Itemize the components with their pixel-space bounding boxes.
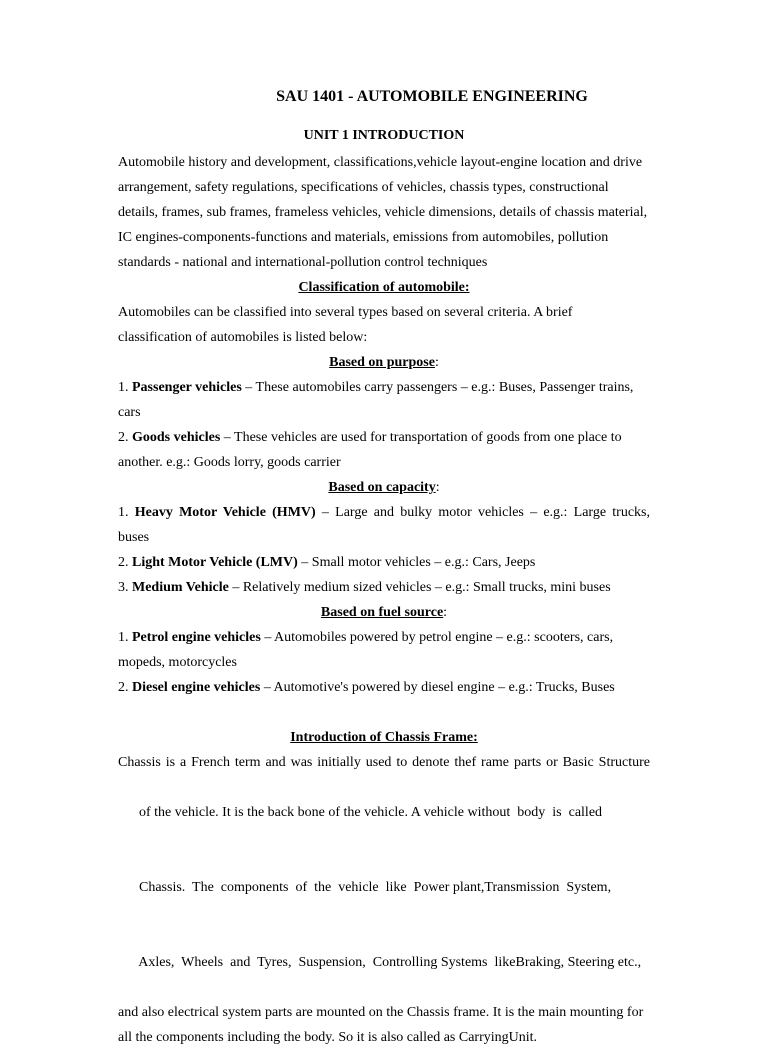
- item-number: 2.: [118, 430, 132, 445]
- chassis-heading-text: Introduction of Chassis Frame:: [290, 730, 478, 745]
- purpose-heading: [118, 350, 650, 375]
- item-term: Light Motor Vehicle (LMV): [132, 555, 298, 570]
- capacity-item-continuation: buses: [118, 530, 150, 545]
- chassis-line: [118, 850, 650, 925]
- purpose-item: [118, 425, 650, 450]
- chassis-line: and also electrical system parts are mounted on the Chassis frame. It is the main mounting for: [118, 1005, 644, 1020]
- classification-intro-text: Automobiles can be classified into several types based on several criteria. A brief: [118, 305, 573, 320]
- item-text: – These vehicles are used for transportation of goods from one place to: [220, 430, 622, 445]
- item-text: – Small motor vehicles – e.g.: Cars, Jeeps: [297, 555, 536, 570]
- fuel-heading-text: Based on fuel source: [320, 605, 444, 620]
- capacity-item: [118, 500, 650, 525]
- item-number: 3.: [118, 580, 132, 595]
- chassis-line: [118, 750, 650, 775]
- item-text: – Automotive's powered by diesel engine – e.g.: Trucks, Buses: [260, 680, 615, 695]
- item-term: Petrol engine vehicles: [132, 630, 261, 645]
- chassis-line-text: Chassis is a French term and was initially used to denote thef rame parts or Basic Structure: [118, 755, 650, 770]
- fuel-item: [118, 625, 650, 650]
- syllabus-line: details, frames, sub frames, frameless vehicles, vehicle dimensions, details of chassis material,: [118, 205, 648, 220]
- syllabus-line: arrangement, safety regulations, specifications of vehicles, chassis types, constructional: [118, 180, 609, 195]
- item-number: 2.: [118, 555, 132, 570]
- classification-heading-text: Classification of automobile:: [298, 280, 470, 295]
- capacity-heading: [118, 475, 650, 500]
- fuel-item-continuation: mopeds, motorcycles: [118, 655, 237, 670]
- item-term: Heavy Motor Vehicle (HMV): [134, 505, 316, 520]
- classification-heading: [118, 275, 650, 300]
- purpose-item-continuation: another. e.g.: Goods lorry, goods carrier: [118, 455, 341, 470]
- purpose-item-continuation: cars: [118, 405, 141, 420]
- item-number: 2.: [118, 680, 132, 695]
- capacity-heading-colon: :: [435, 480, 440, 495]
- purpose-heading-colon: :: [434, 355, 439, 370]
- item-term: Goods vehicles: [132, 430, 221, 445]
- fuel-heading-colon: :: [443, 605, 448, 620]
- unit-title: UNIT 1 INTRODUCTION: [303, 128, 465, 143]
- document-body: [118, 150, 650, 1050]
- item-text: – Large and bulky motor vehicles – e.g.: Large trucks,: [315, 505, 650, 520]
- fuel-heading: [118, 600, 650, 625]
- capacity-item: [118, 550, 650, 575]
- item-term: Passenger vehicles: [132, 380, 242, 395]
- chassis-line-text: of the vehicle. It is the back bone of the vehicle. A vehicle without body is called: [139, 805, 603, 820]
- item-text: – Relatively medium sized vehicles – e.g.: Small trucks, mini buses: [228, 580, 611, 595]
- blank-line: [118, 700, 650, 725]
- syllabus-line: IC engines-components-functions and materials, emissions from automobiles, pollution: [118, 230, 609, 245]
- item-number: 1.: [118, 505, 135, 520]
- purpose-item: [118, 375, 650, 400]
- item-term: Medium Vehicle: [132, 580, 229, 595]
- chassis-line-text: Chassis. The components of the vehicle like Power plant,Transmission System,: [139, 880, 612, 895]
- classification-intro-line: classification of automobiles is listed below:: [118, 330, 368, 345]
- fuel-item: [118, 675, 650, 700]
- syllabus-line: Automobile history and development, classifications,vehicle layout-engine location and drive: [118, 155, 643, 170]
- chassis-heading: [118, 725, 650, 750]
- chassis-line: [118, 775, 650, 850]
- capacity-heading-text: Based on capacity: [328, 480, 436, 495]
- item-number: 1.: [118, 630, 132, 645]
- classification-intro-line: [118, 300, 650, 325]
- chassis-line-text: Axles, Wheels and Tyres, Suspension, Controlling Systems likeBraking, Steering etc.,: [138, 955, 642, 970]
- item-text: – Automobiles powered by petrol engine – e.g.: scooters, cars,: [260, 630, 614, 645]
- item-number: 1.: [118, 380, 132, 395]
- document-title: SAU 1401 - AUTOMOBILE ENGINEERING: [276, 88, 588, 105]
- item-text: – These automobiles carry passengers – e.g.: Buses, Passenger trains,: [241, 380, 634, 395]
- chassis-line: [118, 925, 650, 1000]
- capacity-item: [118, 575, 650, 600]
- syllabus-line: standards - national and international-pollution control techniques: [118, 255, 488, 270]
- item-term: Diesel engine vehicles: [132, 680, 261, 695]
- chassis-line: all the components including the body. So it is also called as CarryingUnit.: [118, 1030, 538, 1045]
- purpose-heading-text: Based on purpose: [329, 355, 435, 370]
